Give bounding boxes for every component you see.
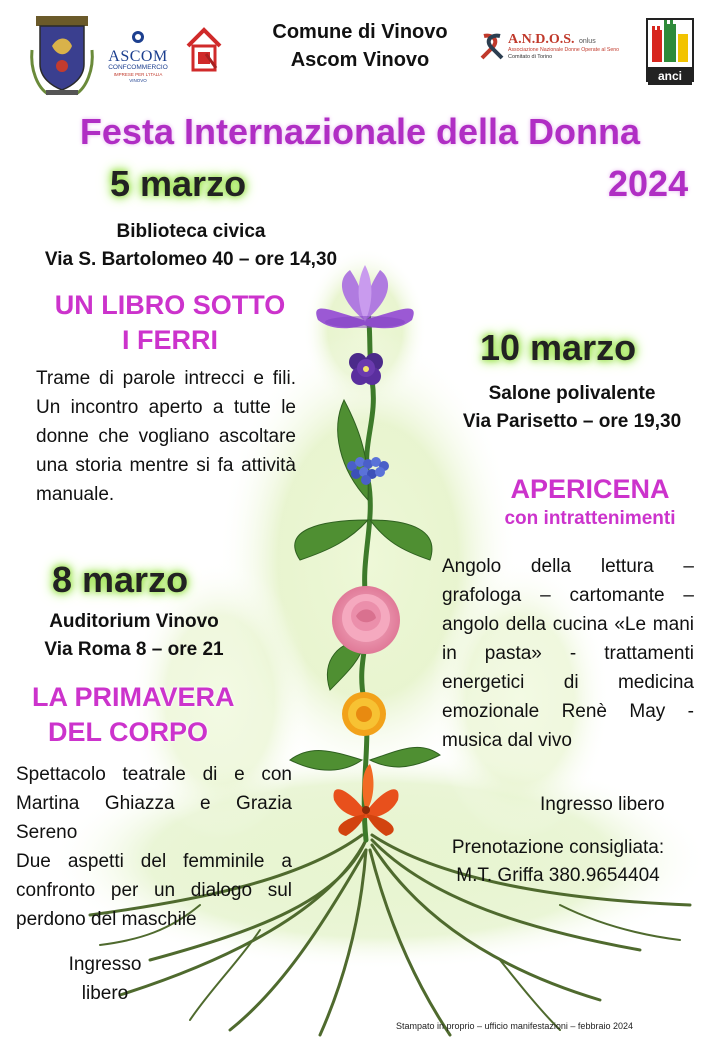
event3-heading-line2: con intrattenimenti — [504, 508, 676, 529]
organizer-comune: Comune di Vinovo — [272, 21, 448, 43]
event1-description: Trame di parole intrecci e fili. Un incontro aperto a tutte le donne che vogliano ascoltare una storia mentre si fa attività manuale. — [36, 368, 296, 505]
event2-description-part2: Due aspetti del femminile a confronto per un dialogo sul perdono del maschile — [16, 851, 292, 930]
event2-heading-line1: LA PRIMAVERA — [32, 682, 235, 712]
event3-venue — [430, 380, 714, 436]
page-title: Festa Internazionale della Donna — [79, 111, 641, 152]
event3-entry: Ingresso libero — [540, 794, 665, 815]
event3-booking-label: Prenotazione consigliata: — [451, 837, 665, 858]
house-logo — [184, 24, 224, 74]
andos-logo-onlus: onlus — [578, 38, 596, 45]
event2-heading-line2: DEL CORPO — [48, 717, 209, 747]
event2-date: 8 marzo — [52, 559, 189, 600]
event1-date: 5 marzo — [110, 163, 247, 204]
vinovo-coat-of-arms-logo — [28, 10, 96, 96]
event2-entry — [40, 950, 170, 1008]
ascom-logo-sub2: IMPRESE PER L'ITALIA — [113, 72, 163, 77]
event3-booking — [420, 834, 696, 890]
event1-heading-line1: UN LIBRO SOTTO — [54, 290, 286, 320]
event3-description: Angolo della lettura – grafologa – cartomante – angolo della cucina «Le mani in pasta» - trattamenti energetici di medicina emozionale Renè May - musica dal vivo — [442, 556, 694, 751]
event2-venue-address: Via Roma 8 – ore 21 — [44, 639, 224, 660]
house-icon — [184, 24, 224, 74]
anci-logo-text: anci — [648, 67, 692, 85]
event3-date: 10 marzo — [480, 327, 637, 368]
event3-venue-name: Salone polivalente — [488, 383, 656, 404]
event1-heading-line2: I FERRI — [121, 325, 218, 355]
event3-heading-line1: APERICENA — [510, 474, 670, 504]
event2-entry-line1: Ingresso — [68, 954, 142, 975]
marigold-flower-icon — [342, 692, 386, 736]
event2-heading — [30, 680, 290, 750]
ascom-logo — [102, 30, 174, 83]
event1-heading — [20, 288, 320, 358]
event2-venue-name: Auditorium Vinovo — [49, 611, 219, 632]
anci-logo — [646, 18, 694, 82]
event3-heading — [470, 472, 710, 532]
ascom-logo-text: ASCOM — [108, 48, 168, 65]
andos-logo — [478, 28, 630, 68]
anci-towers-icon — [648, 20, 692, 62]
event1-venue-address: Via S. Bartolomeo 40 – ore 14,30 — [44, 249, 338, 270]
event2-venue — [14, 608, 254, 664]
rose-flower-icon — [332, 586, 400, 654]
andos-logo-sub1: Associazione Nazionale Donne Operate al Seno — [508, 47, 620, 53]
organizer-ascom: Ascom Vinovo — [290, 49, 430, 71]
title-year: 2024 — [608, 163, 689, 204]
event3-booking-contact: M.T. Griffa 380.9654404 — [456, 865, 660, 886]
organizers — [230, 18, 490, 74]
andos-logo-text: A.N.D.O.S. — [508, 32, 575, 47]
footer-printed-note: Stampato in proprio – ufficio manifestazioni – febbraio 2024 — [396, 1021, 633, 1031]
event2-description-part1: Spettacolo teatrale di e con Martina Ghiazza e Grazia Sereno — [16, 764, 292, 843]
event2-description — [16, 760, 292, 934]
event1-venue — [10, 218, 372, 274]
event2-entry-line2: libero — [81, 983, 129, 1004]
event1-venue-name: Biblioteca civica — [116, 221, 266, 242]
ascom-logo-sub3: VINOVO — [129, 78, 147, 83]
coat-of-arms-icon — [28, 10, 96, 96]
ribbon-icon — [478, 32, 506, 60]
ascom-logo-sub1: CONFCOMMERCIO — [108, 64, 168, 71]
event3-venue-address: Via Parisetto – ore 19,30 — [462, 411, 682, 432]
andos-logo-sub2: Comitato di Torino — [508, 54, 553, 60]
ascom-emblem-icon — [102, 30, 174, 44]
